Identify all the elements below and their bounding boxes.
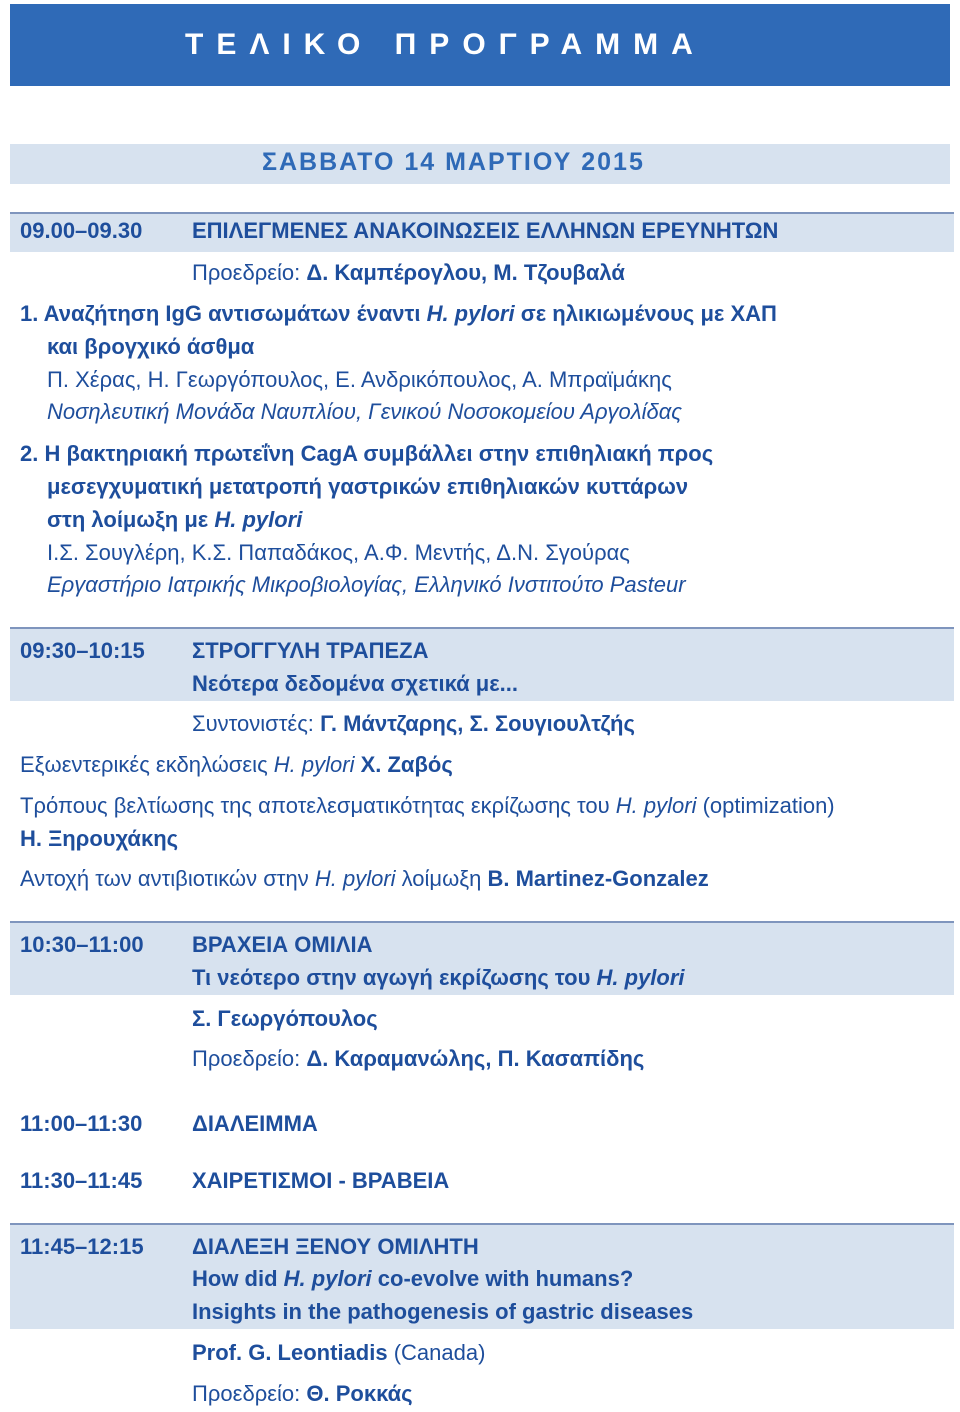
session-4-title: ΔΙΑΛΕΙΜΜΑ (192, 1111, 318, 1136)
session-5-title: ΧΑΙΡΕΤΙΣΜΟΙ - ΒΡΑΒΕΙΑ (192, 1168, 450, 1193)
session-1-title: ΕΠΙΛΕΓΜΕΝΕΣ ΑΝΑΚΟΙΝΩΣΕΙΣ ΕΛΛΗΝΩΝ ΕΡΕΥΝΗΤΩΝ (192, 218, 779, 243)
talk-1: Εξωεντερικές εκδηλώσεις H. pylori Χ. Ζαβός (20, 752, 453, 777)
chair-names: Δ. Καραμανώλης, Π. Κασαπίδης (306, 1046, 645, 1071)
lecture-speaker: Prof. G. Leontiadis (Canada) (192, 1340, 486, 1365)
session-3-subtitle: Τι νεότερο στην αγωγή εκρίζωσης του H. pylori (192, 965, 685, 990)
chair-label: Προεδρείο: (192, 1381, 301, 1406)
session-4-time: 11:00–11:30 (20, 1111, 143, 1136)
talk-2-speaker: Η. Ξηρουχάκης (20, 826, 179, 851)
paper-1-authors: Π. Χέρας, Η. Γεωργόπουλος, Ε. Ανδρικόπουλος, Α. Μπραϊμάκης (47, 367, 672, 392)
session-3-title: ΒΡΑΧΕΙΑ ΟΜΙΛΙΑ (192, 932, 373, 957)
session-3-chairs (192, 1046, 644, 1072)
chair-label: Προεδρείο: (192, 1046, 301, 1071)
session-5-time: 11:30–11:45 (20, 1168, 143, 1193)
paper-1-affiliation: Νοσηλευτική Μονάδα Ναυπλίου, Γενικού Νοσοκομείου Αργολίδας (47, 399, 682, 424)
talk-3: Αντοχή των αντιβιοτικών στην H. pylori λοίμωξη B. Martinez-Gonzalez (20, 866, 709, 891)
paper-2-title-line-3: στη λοίμωξη με H. pylori (47, 507, 303, 532)
lecture-title-line-1: How did H. pylori co-evolve with humans? (192, 1266, 634, 1291)
paper-2-title-line-2: μεσεγχυματική μετατροπή γαστρικών επιθηλιακών κυττάρων (47, 474, 689, 499)
session-2-coordinators (192, 711, 635, 737)
session-1-time: 09.00–09.30 (20, 218, 143, 243)
day-title: ΣΑΒΒΑΤΟ 14 ΜΑΡΤΙΟΥ 2015 (262, 148, 645, 176)
session-6-time: 11:45–12:15 (20, 1234, 144, 1259)
paper-2-authors: Ι.Σ. Σουγλέρη, Κ.Σ. Παπαδάκος, Α.Φ. Μεντής, Δ.Ν. Σγούρας (47, 540, 630, 565)
session-3-time: 10:30–11:00 (20, 932, 144, 957)
coord-label: Συντονιστές: (192, 711, 314, 736)
session-6-chairs (192, 1381, 413, 1407)
session-2-subtitle: Νεότερα δεδομένα σχετικά με... (192, 671, 518, 696)
coord-names: Γ. Μάντζαρης, Σ. Σουγιουλτζής (320, 711, 635, 736)
page-title: ΤΕΛΙΚΟ ΠΡΟΓΡΑΜΜΑ (185, 28, 706, 61)
session-1-chairs (192, 260, 625, 286)
session-6-title: ΔΙΑΛΕΞΗ ΞΕΝΟΥ ΟΜΙΛΗΤΗ (192, 1234, 479, 1259)
paper-1-title-line-1: 1. Αναζήτηση IgG αντισωμάτων έναντι H. pylori σε ηλικιωμένους με ΧΑΠ (20, 301, 777, 326)
session-2-time: 09:30–10:15 (20, 638, 145, 663)
paper-2-affiliation: Εργαστήριο Ιατρικής Μικροβιολογίας, Ελληνικό Ινστιτούτο Pasteur (47, 572, 686, 597)
talk-2: Τρόπους βελτίωσης της αποτελεσματικότητας εκρίζωσης του H. pylori (optimization) (20, 793, 835, 818)
paper-2-title-line-1: 2. Η βακτηριακή πρωτεΐνη CagA συμβάλλει στην επιθηλιακή προς (20, 441, 714, 466)
paper-1-title-line-2: και βρογχικό άσθμα (47, 334, 255, 359)
session-2-title: ΣΤΡΟΓΓΥΛΗ ΤΡΑΠΕΖΑ (192, 638, 429, 663)
chair-names: Θ. Ροκκάς (306, 1381, 413, 1406)
lecture-title-line-2: Insights in the pathogenesis of gastric diseases (192, 1299, 694, 1324)
chair-label: Προεδρείο: (192, 260, 301, 285)
session-3-speaker: Σ. Γεωργόπουλος (192, 1006, 378, 1031)
chair-names: Δ. Καμπέρογλου, Μ. Τζουβαλά (306, 260, 625, 285)
